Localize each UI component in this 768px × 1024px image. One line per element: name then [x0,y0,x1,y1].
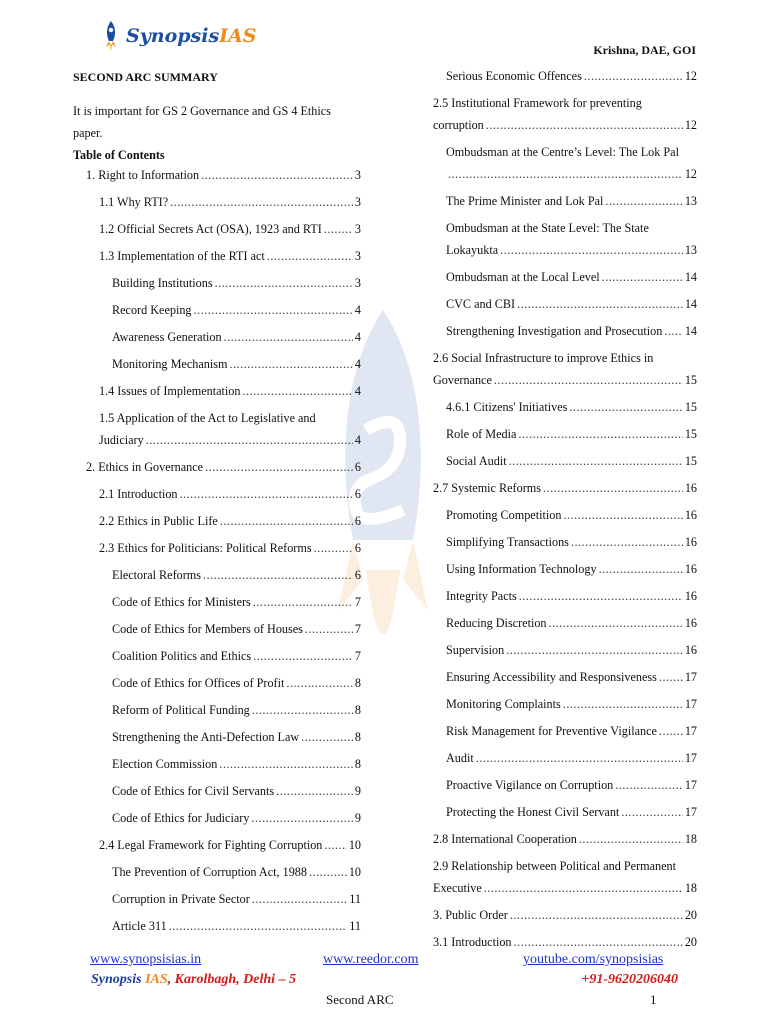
toc-entry[interactable] [433,477,697,499]
toc-entry-title: Ombudsman at the Centre’s Level: The Lok Pal [446,145,679,159]
toc-entry-title: Reducing Discretion [446,616,547,630]
toc-entry-title: Social Audit [446,454,507,468]
toc-page-number: 6 [354,487,361,501]
toc-page-number: 13 [684,194,697,208]
toc-page-number: 9 [354,811,361,825]
toc-page-number: 11 [349,919,361,933]
toc-entry-title: Protecting the Honest Civil Servant [446,805,620,819]
toc-leader [500,239,683,261]
toc-leader [448,163,683,185]
toc-leader [203,564,353,586]
doc-name: Second ARC [326,992,394,1007]
brand-logo [100,18,257,54]
toc-page-number: 15 [684,373,697,387]
toc-page-number: 14 [684,270,697,284]
toc-page-number: 17 [684,670,697,684]
toc-entry[interactable] [433,855,697,899]
toc-entry[interactable] [433,612,697,634]
toc-entry-title: 1.2 Official Secrets Act (OSA), 1923 and RTI [99,222,322,236]
toc-entry-title: Code of Ethics for Civil Servants [112,784,275,798]
toc-entry-title: Simplifying Transactions [446,535,569,549]
toc-entry[interactable] [433,217,697,261]
toc-entry-title: 2.5 Institutional Framework for preventing [433,96,642,110]
phone-number: +91-9620206040 [581,972,678,987]
toc-entry-title: 2.6 Social Infrastructure to improve Ethics in [433,351,654,365]
toc-entry-title: Record Keeping [112,303,192,317]
toc-entry-title: Building Institutions [112,276,213,290]
toc-entry[interactable] [73,888,361,910]
toc-entry-title: 4.6.1 Citizens' Initiatives [446,400,568,414]
toc-entry[interactable] [73,861,361,883]
toc-entry-title: Strengthening Investigation and Prosecution [446,324,663,338]
toc-entry-title: The Prevention of Corruption Act, 1988 [112,865,307,879]
toc-entry[interactable] [73,326,361,348]
toc-entry[interactable] [73,834,361,856]
toc-page-number: 10 [348,838,361,852]
org-address: Synopsis IAS, Karolbagh, Delhi – 5 [91,972,297,987]
toc-page-number: 8 [354,676,361,690]
toc-entry-title-cont: Lokayukta [446,243,499,257]
toc-entry-title: Risk Management for Preventive Vigilance [446,724,657,738]
toc-page-number: 4 [354,384,361,398]
toc-leader [324,834,346,856]
toc-leader [549,612,683,634]
toc-entry[interactable] [433,747,697,769]
toc-entry[interactable] [73,353,361,375]
toc-page-number: 17 [684,778,697,792]
toc-page-number: 15 [684,427,697,441]
toc-entry[interactable] [73,380,361,402]
toc-entry-title: Using Information Technology [446,562,597,576]
toc-page-number: 8 [354,757,361,771]
toc-entry-title: 2.2 Ethics in Public Life [99,514,218,528]
toc-page-number: 6 [354,568,361,582]
toc-leader [615,774,683,796]
toc-entry[interactable] [433,190,697,212]
toc-leader [276,780,353,802]
toc-leader [509,450,683,472]
toc-leader [252,888,347,910]
toc-page-number: 3 [354,195,361,209]
toc-entry[interactable] [73,483,361,505]
toc-entry-title-cont: Executive [433,881,482,895]
toc-leader [252,699,353,721]
toc-page-number: 6 [354,541,361,555]
toc-leader [253,591,353,613]
toc-leader [267,245,353,267]
toc-entry-title: Monitoring Mechanism [112,357,228,371]
toc-entry-title: 2.9 Relationship between Political and Permanent [433,859,677,873]
toc-page-number: 14 [684,324,697,338]
toc-page-number: 3 [354,276,361,290]
toc-entry[interactable] [433,585,697,607]
toc-entry-title: Code of Ethics for Judiciary [112,811,250,825]
toc-entry[interactable] [73,299,361,321]
toc-page-number: 12 [684,69,697,83]
toc-entry[interactable] [73,591,361,613]
toc-page-number: 18 [684,832,697,846]
toc-page-number: 7 [354,595,361,609]
toc-page-number: 20 [684,935,697,949]
doc-title: SECOND ARC SUMMARY [73,70,218,84]
toc-entry-title: Election Commission [112,757,218,771]
toc-entry-title: Electoral Reforms [112,568,202,582]
toc-entry-title: Role of Media [446,427,517,441]
toc-page-number: 17 [684,751,697,765]
toc-entry-title-cont: Judiciary [99,433,144,447]
right-column [433,68,697,953]
page-number: 1 [650,992,657,1007]
toc-page-number: 4 [354,433,361,447]
toc-entry[interactable] [433,141,697,185]
toc-entry-title-cont: corruption [433,118,484,132]
toc-leader [324,218,353,240]
toc-page-number: 8 [354,703,361,717]
toc-leader [517,293,683,315]
website-link[interactable]: www.synopsisias.in [90,952,202,967]
toc-page-number: 13 [684,243,697,257]
toc-entry-title: CVC and CBI [446,297,516,311]
toc-entry-title: 1.4 Issues of Implementation [99,384,241,398]
toc-page-number: 15 [684,400,697,414]
toc-entry[interactable] [73,618,361,640]
toc-entry-title: 2.4 Legal Framework for Fighting Corruption [99,838,323,852]
toc-entry-title: Code of Ethics for Offices of Profit [112,676,285,690]
toc-leader [621,801,683,823]
toc-page-number: 11 [349,892,361,906]
toc-page-number: 18 [684,881,697,895]
toc-leader [201,164,353,186]
toc-page-number: 7 [354,649,361,663]
toc-entry-title: 1.1 Why RTI? [99,195,169,209]
toc-leader [169,915,348,937]
toc-entry[interactable] [73,672,361,694]
toc-entry-title: Awareness Generation [112,330,222,344]
toc-entry-title: Code of Ethics for Members of Houses [112,622,303,636]
toc-page-number: 17 [684,697,697,711]
toc-entry[interactable] [73,915,361,937]
toc-entry[interactable] [433,450,697,472]
rocket-logo-icon [100,19,122,53]
toc-leader [224,326,353,348]
toc-entry[interactable] [433,693,697,715]
toc-page-number: 10 [348,865,361,879]
toc-entry-title: The Prime Minister and Lok Pal [446,194,604,208]
toc-list-left [73,164,361,937]
toc-leader [605,190,682,212]
toc-page-number: 4 [354,303,361,317]
logo-text: SynopsisIAS [126,25,257,47]
toc-leader [219,753,353,775]
toc-entry[interactable] [433,266,697,288]
toc-entry-title: Promoting Competition [446,508,562,522]
toc-entry[interactable] [73,510,361,532]
toc-entry-title: Audit [446,751,474,765]
toc-leader [519,585,683,607]
toc-leader [569,396,682,418]
toc-entry[interactable] [73,164,361,186]
toc-entry-title: Supervision [446,643,505,657]
toc-entry-title: Coalition Politics and Ethics [112,649,252,663]
toc-leader [563,693,683,715]
toc-page-number: 3 [354,249,361,263]
toc-page-number: 16 [684,589,697,603]
toc-entry-title: Serious Economic Offences [446,69,582,83]
toc-page-number: 20 [684,908,697,922]
toc-page-number: 3 [354,222,361,236]
toc-entry[interactable] [73,272,361,294]
toc-entry[interactable] [73,564,361,586]
toc-entry[interactable] [73,645,361,667]
toc-page-number: 15 [684,454,697,468]
toc-entry[interactable] [73,807,361,829]
toc-leader [309,861,347,883]
toc-entry[interactable] [73,191,361,213]
toc-entry-title: 2.3 Ethics for Politicians: Political Reforms [99,541,312,555]
left-column [73,68,361,937]
toc-entry-title: 1.5 Application of the Act to Legislative and [99,411,316,425]
toc-leader [571,531,683,553]
toc-leader [301,726,353,748]
toc-entry-title: 2.8 International Cooperation [433,832,577,846]
toc-entry-title: Proactive Vigilance on Corruption [446,778,614,792]
toc-entry[interactable] [433,639,697,661]
toc-entry[interactable] [433,293,697,315]
toc-page-number: 12 [684,167,697,181]
toc-page-number: 6 [354,514,361,528]
toc-entry[interactable] [73,699,361,721]
toc-heading: Table of Contents [73,148,165,162]
toc-leader [251,807,352,829]
toc-leader [205,456,353,478]
toc-entry[interactable] [73,407,361,451]
toc-leader [506,639,683,661]
toc-entry[interactable] [433,396,697,418]
toc-leader [514,931,683,953]
toc-entry-title: Strengthening the Anti-Defection Law [112,730,300,744]
toc-entry[interactable] [73,537,361,559]
toc-entry-title: 1.3 Implementation of the RTI act [99,249,265,263]
toc-entry-title: Ombudsman at the State Level: The State [446,221,649,235]
toc-leader [602,266,683,288]
toc-leader [215,272,353,294]
toc-entry-title: 2.1 Introduction [99,487,178,501]
toc-page-number: 16 [684,616,697,630]
toc-leader [305,618,353,640]
toc-page-number: 14 [684,297,697,311]
toc-page-number: 4 [354,357,361,371]
toc-entry[interactable] [433,801,697,823]
toc-page-number: 16 [684,535,697,549]
toc-page-number: 3 [354,168,361,182]
toc-entry[interactable] [433,92,697,136]
intro-paragraph: It is important for GS 2 Governance and GS 4 Ethics paper. [73,104,331,140]
toc-page-number: 16 [684,508,697,522]
toc-leader [579,828,683,850]
toc-entry[interactable] [433,904,697,926]
toc-entry-title: Integrity Pacts [446,589,517,603]
toc-list-right [433,65,697,953]
toc-page-number: 7 [354,622,361,636]
toc-entry[interactable] [433,504,697,526]
toc-leader [194,299,353,321]
toc-leader [563,504,682,526]
toc-entry[interactable] [433,666,697,688]
toc-entry[interactable] [73,245,361,267]
toc-page-number: 12 [684,118,697,132]
toc-leader [664,320,683,342]
toc-entry[interactable] [433,774,697,796]
toc-entry[interactable] [433,828,697,850]
toc-leader [229,353,352,375]
toc-entry[interactable] [433,531,697,553]
toc-leader [494,369,683,391]
reedor-link[interactable]: www.reedor.com [323,952,419,967]
toc-page-number: 17 [684,805,697,819]
toc-leader [484,877,683,899]
toc-entry[interactable] [73,726,361,748]
toc-entry[interactable] [433,65,697,87]
toc-entry[interactable] [73,218,361,240]
toc-entry[interactable] [73,456,361,478]
toc-entry[interactable] [73,780,361,802]
toc-leader [476,747,683,769]
toc-entry-title: 2. Ethics in Governance [86,460,204,474]
toc-entry-title: Code of Ethics for Ministers [112,595,251,609]
toc-page-number: 16 [684,562,697,576]
toc-leader [518,423,682,445]
toc-page-number: 16 [684,643,697,657]
toc-entry[interactable] [73,753,361,775]
toc-entry[interactable] [433,558,697,580]
toc-entry-title: Ombudsman at the Local Level [446,270,600,284]
toc-page-number: 6 [354,460,361,474]
toc-page-number: 9 [354,784,361,798]
toc-leader [314,537,353,559]
toc-leader [510,904,683,926]
toc-page-number: 4 [354,330,361,344]
toc-page-number: 8 [354,730,361,744]
youtube-link[interactable]: youtube.com/synopsisias [523,952,664,967]
toc-leader [242,380,352,402]
toc-leader [584,65,683,87]
toc-leader [286,672,353,694]
toc-entry-title: Ensuring Accessibility and Responsiveness [446,670,657,684]
toc-leader [659,720,683,742]
toc-entry[interactable] [433,423,697,445]
toc-page-number: 16 [684,481,697,495]
toc-entry-title: Monitoring Complaints [446,697,561,711]
toc-leader [253,645,353,667]
toc-leader [543,477,683,499]
toc-entry[interactable] [433,347,697,391]
toc-leader [146,429,353,451]
toc-page-number: 17 [684,724,697,738]
toc-entry-title: Reform of Political Funding [112,703,250,717]
toc-entry[interactable] [433,320,697,342]
toc-leader [486,114,683,136]
toc-leader [659,666,683,688]
toc-entry-title: Article 311 [112,919,167,933]
toc-leader [220,510,353,532]
toc-entry-title: 2.7 Systemic Reforms [433,481,541,495]
toc-entry-title: 1. Right to Information [86,168,200,182]
toc-entry[interactable] [433,931,697,953]
toc-entry[interactable] [433,720,697,742]
toc-entry-title: 3.1 Introduction [433,935,512,949]
toc-leader [180,483,353,505]
toc-leader [599,558,683,580]
toc-entry-title: Corruption in Private Sector [112,892,250,906]
toc-entry-title: 3. Public Order [433,908,508,922]
toc-leader [170,191,353,213]
toc-entry-title-cont: Governance [433,373,492,387]
author-line: Krishna, DAE, GOI [593,43,696,57]
